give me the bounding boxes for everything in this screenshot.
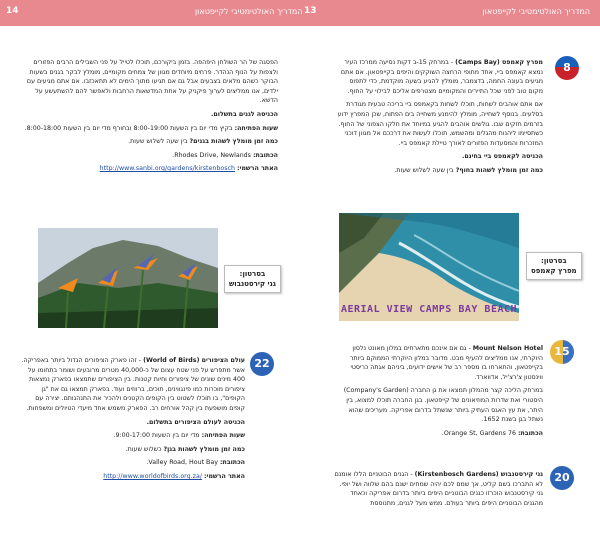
kirstenbosch-section (333, 470, 543, 512)
camps-bay-title: מפרץ קאמפס (Camps Bay) (455, 59, 543, 66)
kirstenbosch-hours-label: שעות הפתיחה: (234, 124, 278, 132)
mount-nelson-section (333, 344, 543, 442)
kirstenbosch-hours: בקיץ מדי יום בין השעות 8:00-19:00 ובחורף מדי יום בין השעות 8:00-18:00. (24, 124, 235, 132)
kirstenbosch-intro: - הגנים הבוטניים הללו אומנם לא התברכו בשם קליט, אך שמם לכם יהיה שמחים ישנם בהם שלווה ושל יופי. גני קירסטנבוש הוכרזו כגנים הבוטניים היפים ביותר בדרום אפריקה וכאחד מהגנים הבוטניים היפים ביותר בעולם. ממש מעל לגנים, מתנוססת (334, 471, 543, 507)
kirstenbosch-caption-line1: בסרטון: (239, 270, 266, 278)
mount-nelson-p2: במרחק הליכה קצר מהמלון תמצאו את גן החברה (Company's Garden) היסטורי ואת שדרות המוזיאונים של קייפטאון. בגן החברה תוכלו למצוא, בין היתר, את עץ האגס העתיק ביותר שנשתל בדרום אפריקה. מעריכים שהוא נשתל בגן בשנת 1652. (343, 387, 543, 424)
badge-22: 22 (250, 352, 274, 376)
mount-nelson-address-label: הכתובת: (517, 429, 543, 437)
kirstenbosch-continued (20, 58, 278, 178)
world-of-birds-hours-label: שעות הפתיחה: (201, 432, 245, 440)
camps-bay-time-value: בין שעה לשלוש שעות. (394, 166, 456, 174)
camps-bay-photo (339, 213, 519, 321)
world-of-birds-site-link[interactable]: http://www.worldofbirds.org.za/ (103, 472, 202, 480)
mount-nelson-intro: - גם אם אינכם מתארחים במלון מאונט נלסון היוקרתי, אנו ממליצים להעיף מבט. מדובר במלון היוקרתי הממוקם ביותר בקייפטאון, והתארחו בו מספר רב של אישים ידועים, ביניהם אגתה כריסטי ווינסטון צ'רצ'יל, אדווארד. (349, 345, 543, 381)
kirstenbosch-site-link[interactable]: http://www.sanbi.org/gardens/kirstenbosch (99, 165, 235, 173)
camps-bay-intro: - במרחק 15-ב דקות נסיעה ממרכז העיר נמצא קאמפס ביי, אחד מחופי הרחצה השוקקים והיפים בקייפטאון. אם אתם מגיעים בעונה החמה, בדצמבר, מומלץ להגיע בשעה מוקדמת, כדי לתפוס מקום טוב לפני שכל התיירים והמקומיים מצטרפים אליכם לבילוי על החוף. (340, 59, 543, 95)
kirstenbosch-address: Rhodes Drive, Newlands. (172, 151, 253, 159)
right-header-title: המדריך האולטימטיבי לקייפטאון (482, 7, 590, 16)
camps-bay-arrive: הכניסה לקאמפס ביי בחינם. (462, 153, 543, 161)
world-of-birds-address-label: הכתובת: (219, 459, 245, 467)
kirstenbosch-entry: הכניסה לגנים בתשלום. (211, 110, 278, 118)
left-page-number: 14 (6, 6, 19, 16)
world-of-birds-title: עולם הציפורים (World of Birds) (143, 357, 245, 364)
kirstenbosch-address-label: הכתובת: (252, 151, 278, 159)
world-of-birds-hours: מדי יום בין השעות 9:00-17:00. (113, 432, 202, 440)
badge-15: 15 (550, 340, 574, 364)
mount-nelson-address: 76 Orange St, Gardens. (441, 429, 518, 437)
world-of-birds-time: כשלוש שעות. (125, 445, 164, 453)
camps-bay-caption-line2: מפרץ קאמפס (531, 267, 577, 275)
world-of-birds-address: Valley Road, Hout Bay. (146, 459, 220, 467)
world-of-birds-site-label: האתר הרשמי: (203, 472, 245, 480)
kirstenbosch-video-caption[interactable] (224, 265, 281, 293)
kirstenbosch-title: גני קירסטנבוש (Kirstenbosch Gardens) (414, 471, 543, 478)
kirstenbosch-time-label: כמה זמן מומלץ לשהות בגנים? (189, 138, 278, 146)
page-header (0, 0, 600, 26)
kirstenbosch-photo-image (38, 228, 218, 328)
world-of-birds-intro: - זהו פארק הציפורים הגדול ביותר באפריקה. אשר מתפרש על פני שטח עצום של כ-40,000 מטרים מרובעים ושומר בתחומו על 400 מינים שונים של ציפורים וחיות קטנות. בין הציפורים שתמצאו בפארק נמצאות ציפורים מוכרות כמו פינגווינים, תוכים, ברווזים ועוד. בפארק תמצאו גם את "גן הקופים", בו תוכלו לשטוט בין הקופים הקטנים ולהכיר את התנהגותם. יצירה עם קופים מושפעת בין קהל אורחים רב. הפארק משמש אחד מיעדי הטיולים ומשפחות. (21, 357, 245, 412)
kirstenbosch-caption-line2: גני קירסטנבוש (229, 280, 276, 288)
camps-bay-video-caption[interactable] (526, 252, 582, 280)
kirstenbosch-photo (38, 228, 218, 328)
kirstenbosch-time: בין שעה לשלוש שעות. (128, 138, 190, 146)
mount-nelson-title: Mount Nelson Hotel (472, 345, 543, 352)
kirstenbosch-site-label: האתר הרשמי: (236, 165, 278, 173)
camps-bay-p2: אם אתם אוהבים לשחות, תוכלו לשחות בקאמפס ביי בריכה טבעית מגודרת בסלעים. בנוסף לשחייה, מומלץ להימנע משחייה בים הפתוח, שכן המפרץ ידוע בזרמים חזקים שבו. גולשים אוהבים להגיע במיוחד את חלקו הצפוני של החוף. כשתסיימו ליהנות מהגלים ומהשמש, תוכלו לעשות את דרככם אל מגוון דוכני המזכרות והמסעדות הפזורים לאורך טיילת קאמפס ביי. (337, 101, 543, 147)
camps-bay-photo-title: AERIAL VIEW CAMPS BAY BEACH (340, 304, 518, 315)
world-of-birds-entry: הכניסה לעולם הציפורים בתשלום. (146, 418, 245, 426)
badge-20: 20 (550, 466, 574, 490)
left-header-title: המדריך האולטימטיבי לקייפטאון (195, 7, 303, 16)
badge-8: 8 (555, 56, 579, 80)
kirstenbosch-p1: הפסגה של הר השולחן היפהפה. בזמן ביקורכם, תוכלו לטייל על פני השבילים הרבים הפזורים ולצפות על הנוף הנהדר. פרחים מיוחדים מגוון של צמחים מקומיים, מומלץ לבקר בגנים בשעות הבוקר כשהם מלאים בצבעים אבל גם אם תגיעו מתוך הימים לא תתאכזבו. אם אתם מגיעים עם ילדים, אנו ממליצים לערוך פיקניק על אחת המדשאות הרחבות ולאפשר להם להשתעשע על הדשא. (26, 59, 278, 105)
camps-bay-time-label: כמה זמן מומלץ לשהות בחוף? (455, 166, 543, 174)
world-of-birds-time-label: כמה זמן מומלץ לשהות בגן? (163, 445, 245, 453)
camps-bay-caption-line1: בסרטון: (541, 257, 567, 265)
right-page-number: 13 (304, 6, 317, 16)
world-of-birds-section (20, 356, 245, 486)
camps-bay-section (333, 58, 543, 180)
